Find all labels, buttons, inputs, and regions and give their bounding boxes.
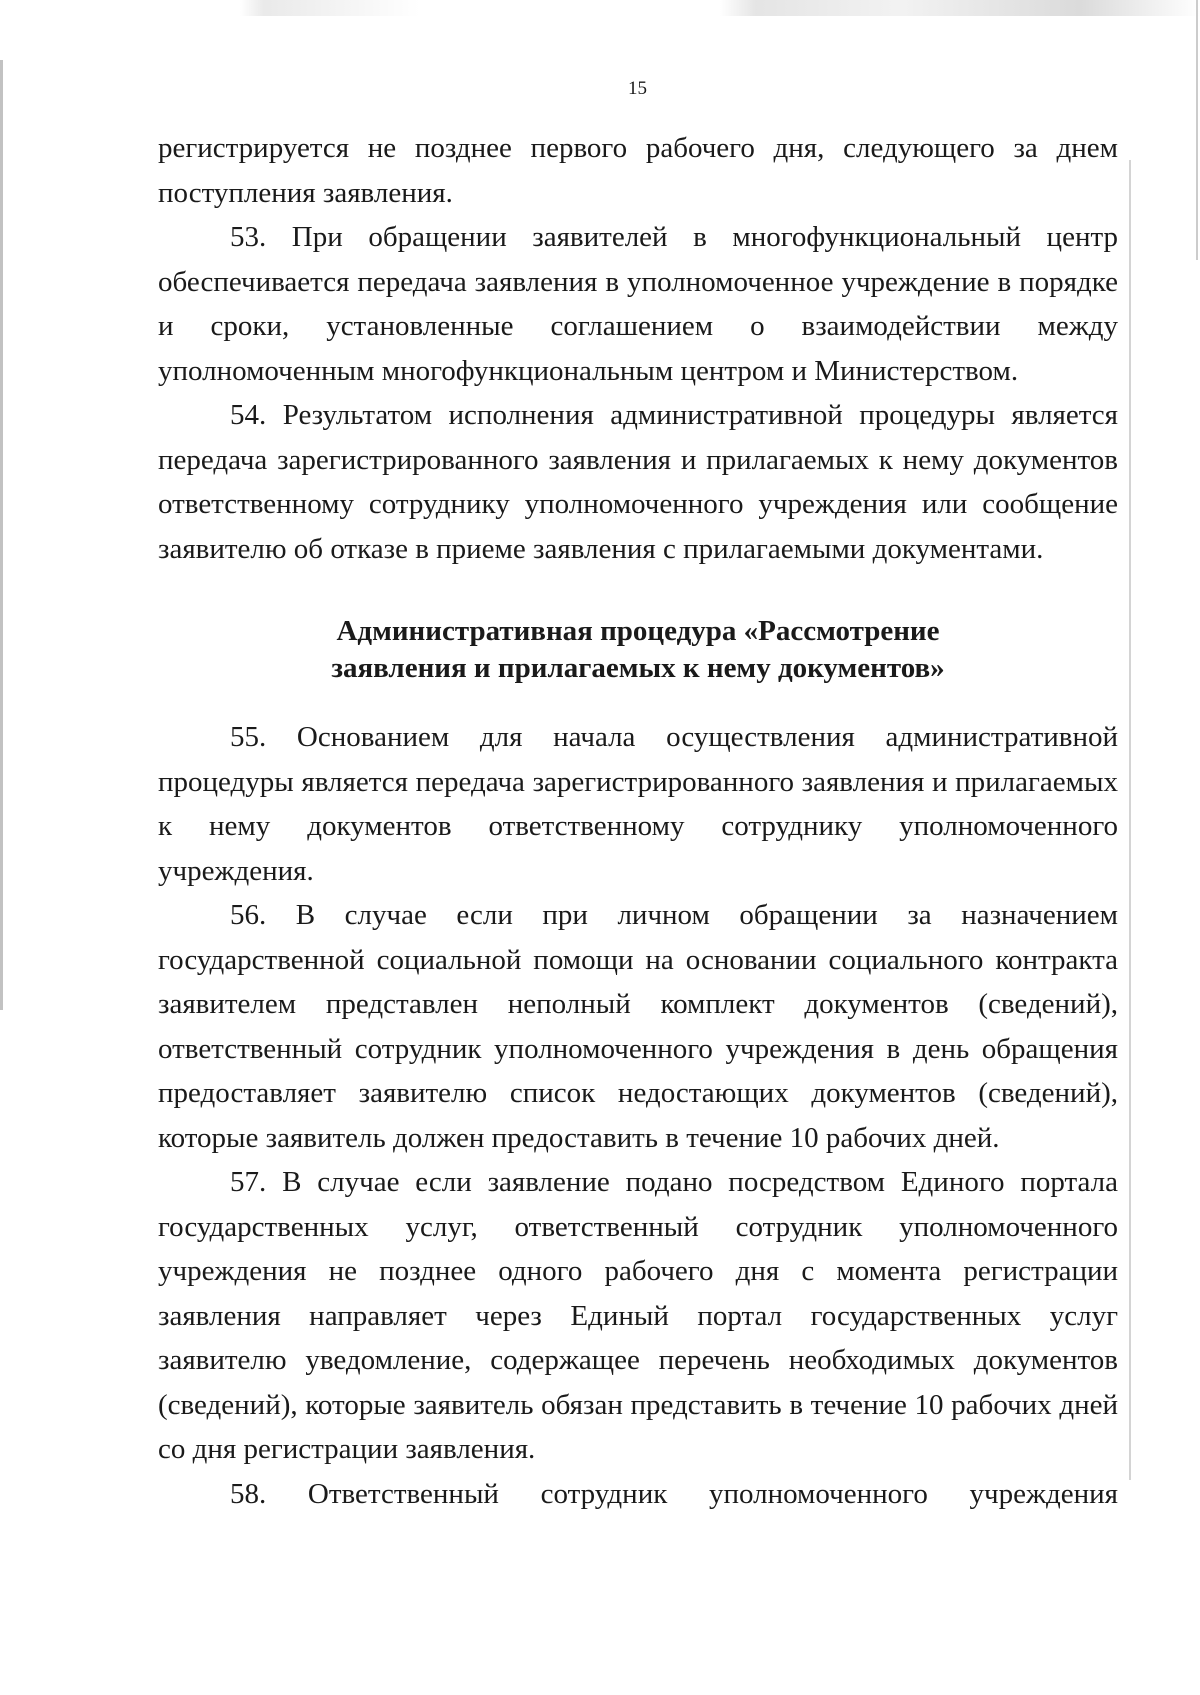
- document-body: [158, 126, 1118, 1516]
- paragraph-53: 53. При обращении заявителей в многофункциональный центр обеспечивается передача заявления в уполномоченное учреждение в порядке и сроки, установленные соглашением о взаимодействии между уполномоченным многофункциональным центром и Министерством.: [158, 221, 1118, 387]
- section-heading: [158, 613, 1118, 687]
- section-heading-line-2: заявления и прилагаемых к нему документов»: [331, 652, 945, 684]
- paragraph-58: 58. Ответственный сотрудник уполномоченного учреждения: [230, 1477, 1118, 1510]
- page-number: 15: [628, 78, 647, 99]
- scan-artifact-right-edge: [1129, 160, 1131, 1480]
- paragraph-54: 54. Результатом исполнения административной процедуры является передача зарегистрированного заявления и прилагаемых к нему документов ответственному сотруднику уполномоченного учреждения или сообщение заявителю об отказе в приеме заявления с прилагаемыми документами.: [158, 399, 1118, 565]
- paragraph-57: 57. В случае если заявление подано посредством Единого портала государственных услуг, ответственный сотрудник уполномоченного учреждения не позднее одного рабочего дня с момента регистрации заявления направляет через Единый портал государственных услуг заявителю уведомление, содержащее перечень необходимых документов (сведений), которые заявитель обязан представить в течение 10 рабочих дней со дня регистрации заявления.: [158, 1166, 1118, 1465]
- paragraph-55: 55. Основанием для начала осуществления административной процедуры является передача зарегистрированного заявления и прилагаемых к нему документов ответственному сотруднику уполномоченного учреждения.: [158, 721, 1118, 887]
- paragraph-continuation: регистрируется не позднее первого рабочего дня, следующего за днем поступления заявления.: [158, 132, 1118, 209]
- section-heading-line-1: Административная процедура «Рассмотрение: [336, 615, 940, 647]
- scan-artifact-right-edge-top: [1196, 0, 1198, 260]
- paragraph-56: 56. В случае если при личном обращении за назначением государственной социальной помощи на основании социального контракта заявителем представлен неполный комплект документов (сведений), ответственный сотрудник уполномоченного учреждения в день обращения предоставляет заявителю список недостающих документов (сведений), которые заявитель должен предоставить в течение 10 рабочих дней.: [158, 899, 1118, 1154]
- scan-artifact-left-edge: [0, 60, 3, 1010]
- scan-artifact-top: [0, 0, 1200, 16]
